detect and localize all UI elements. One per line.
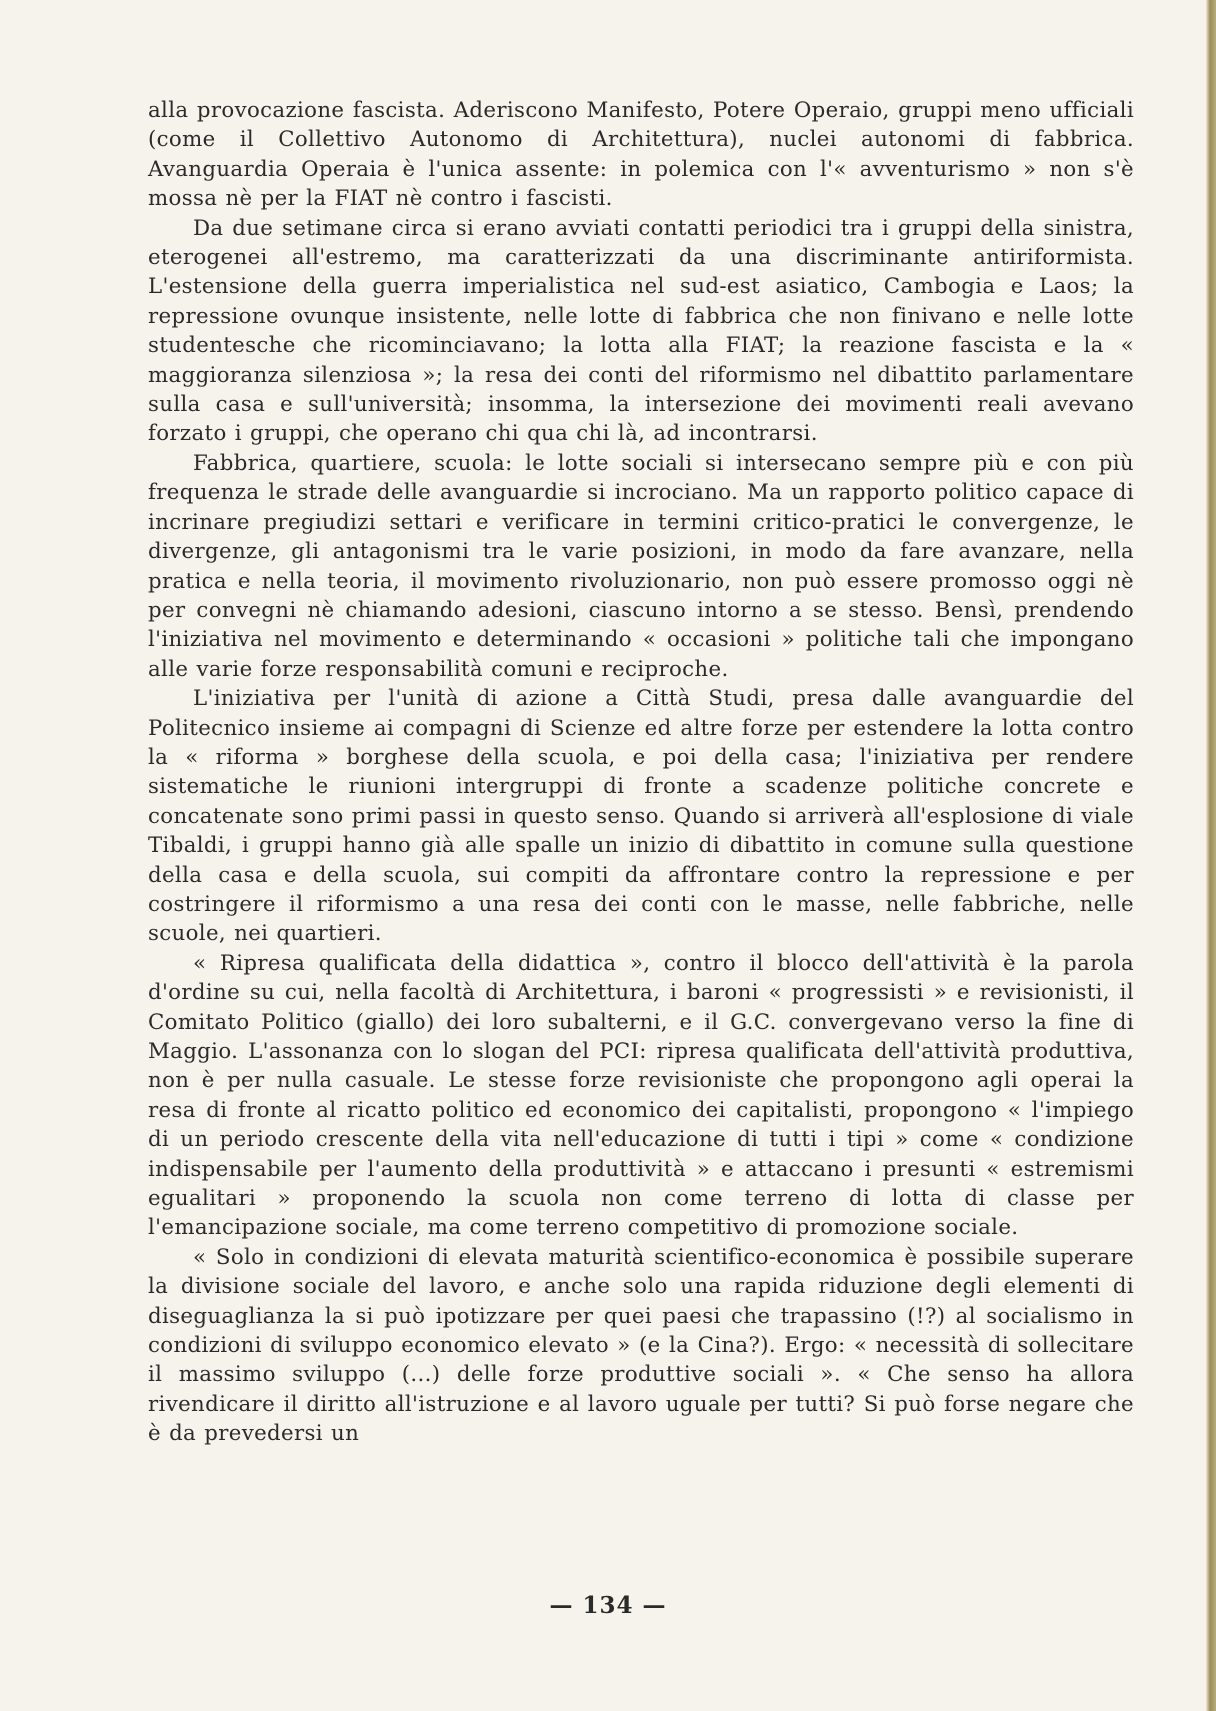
page-number: — 134 — [549,1592,667,1619]
paragraph-5: « Ripresa qualificata della didattica », contro il blocco dell'attività è la parola d'ordine su cui, nella facoltà di Architettura, i baroni « progressisti » e revisionisti, il Comitato Politico (giallo) dei loro subalterni, e il G.C. convergevano verso la fine di Maggio. L'assonanza con lo slogan del PCI: ripresa qualificata dell'attività produttiva, non è per nulla casuale. Le stesse forze revisioniste che propongono agli operai la resa di fronte al ricatto politico ed economico dei capitalisti, propongono « l'impiego di un periodo crescente della vita nell'educazione di tutti i tipi » come « condizione indispensabile per l'aumento della produttività » e attaccano i presunti « estremismi egualitari » proponendo la scuola non come terreno di lotta di classe per l'emancipazione sociale, ma come terreno competitivo di promozione sociale. [148,950,1134,1241]
body-text [148,96,1134,1449]
paragraph-6: « Solo in condizioni di elevata maturità scientifico-economica è possibile superare la divisione sociale del lavoro, e anche solo una rapida riduzione degli elementi di diseguaglianza la si può ipotizzare per quei paesi che trapassino (!?) al socialismo in condizioni di sviluppo economico elevato » (e la Cina?). Ergo: « necessità di sollecitare il massimo sviluppo (...) delle forze produttive sociali ». « Che senso ha allora rivendicare il diritto all'istruzione e al lavoro uguale per tutti? Si può forse negare che è da prevedersi un [148,1244,1134,1447]
paragraph-1: alla provocazione fascista. Aderiscono Manifesto, Potere Operaio, gruppi meno ufficiali (come il Collettivo Autonomo di Architettura), nuclei autonomi di fabbrica. Avanguardia Operaia è l'unica assente: in polemica con l'« avventurismo » non s'è mossa nè per la FIAT nè contro i fascisti. [148,98,1134,212]
paragraph-4: L'iniziativa per l'unità di azione a Città Studi, presa dalle avanguardie del Politecnico insieme ai compagni di Scienze ed altre forze per estendere la lotta contro la « riforma » borghese della scuola, e poi della casa; l'iniziativa per rendere sistematiche le riunioni intergruppi di fronte a scadenze politiche concrete e concatenate sono primi passi in questo senso. Quando si arriverà all'esplosione di viale Tibaldi, i gruppi hanno già alle spalle un inizio di dibattito in comune sulla questione della casa e della scuola, sui compiti da affrontare contro la repressione e per costringere il riformismo a una resa dei conti con le masse, nelle fabbriche, nelle scuole, nei quartieri. [148,686,1134,947]
book-spine-edge [1206,0,1216,1711]
paragraph-3: Fabbrica, quartiere, scuola: le lotte sociali si intersecano sempre più e con più frequenza le strade delle avanguardie si incrociano. Ma un rapporto politico capace di incrinare pregiudizi settari e verificare in termini critico-pratici le convergenze, le divergenze, gli antagonismi tra le varie posizioni, in modo da fare avanzare, nella pratica e nella teoria, il movimento rivoluzionario, non può essere promosso oggi nè per convegni nè chiamando adesioni, ciascuno intorno a se stesso. Bensì, prendendo l'iniziativa nel movimento e determinando « occasioni » politiche tali che impongano alle varie forze responsabilità comuni e reciproche. [148,450,1134,682]
paragraph-2: Da due setimane circa si erano avviati contatti periodici tra i gruppi della sinistra, eterogenei all'estremo, ma caratterizzati da una discriminante antiriformista. L'estensione della guerra imperialistica nel sud-est asiatico, Cambogia e Laos; la repressione ovunque insistente, nelle lotte di fabbrica che non finivano e nelle lotte studentesche che ricominciavano; la lotta alla FIAT; la reazione fascista e la « maggioranza silenziosa »; la resa dei conti del riformismo nel dibattito parlamentare sulla casa e sull'università; insomma, la intersezione dei movimenti reali avevano forzato i gruppi, che operano chi qua chi là, ad incontrarsi. [148,215,1134,447]
